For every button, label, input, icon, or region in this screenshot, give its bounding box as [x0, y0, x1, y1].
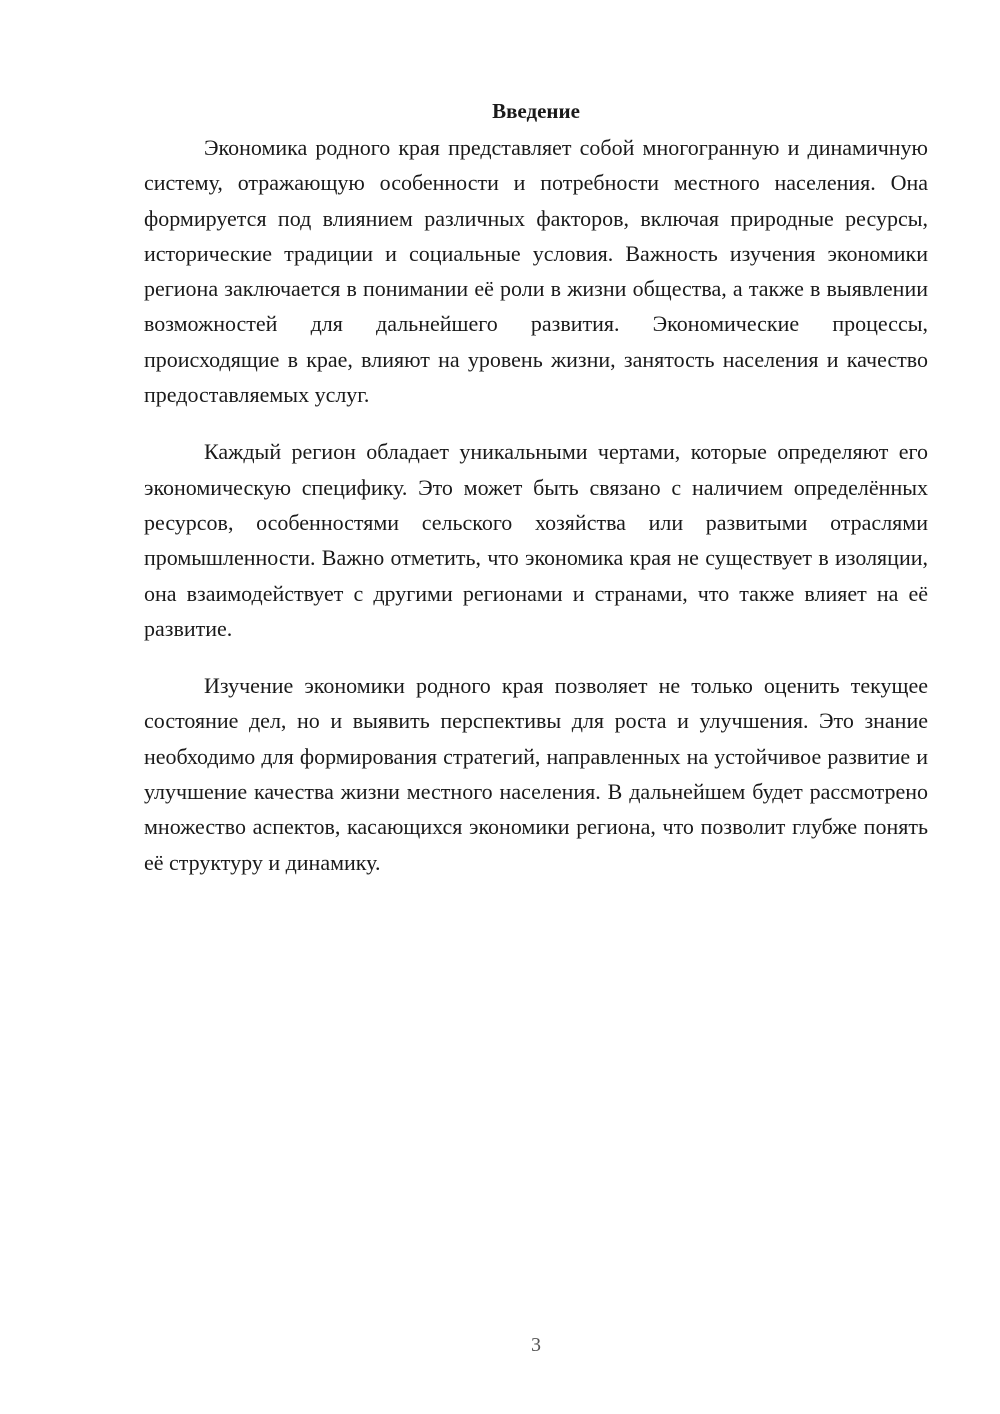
page-number: 3 [531, 1334, 541, 1356]
paragraph-2: Каждый регион обладает уникальными чертами, которые определяют его экономическую специфику. Это может быть связано с наличием определённых ресурсов, особенностями сельского хозяйства или развитыми отраслями промышленности. Важно отметить, что экономика края не существует в изоляции, она взаимодействует с другими регионами и странами, что также влияет на её развитие. [144, 439, 928, 641]
paragraph-1: Экономика родного края представляет собой многогранную и динамичную систему, отражающую особенности и потребности местного населения. Она формируется под влиянием различных факторов, включая природные ресурсы, исторические традиции и социальные условия. Важность изучения экономики региона заключается в понимании её роли в жизни общества, а также в выявлении возможностей для дальнейшего развития. Экономические процессы, происходящие в крае, влияют на уровень жизни, занятость населения и качество предоставляемых услуг. [144, 135, 928, 408]
page-content [144, 96, 928, 902]
paragraph-3: Изучение экономики родного края позволяет не только оценить текущее состояние дел, но и выявить перспективы для роста и улучшения. Это знание необходимо для формирования стратегий, направленных на устойчивое развитие и улучшение качества жизни местного населения. В дальнейшем будет рассмотрено множество аспектов, касающихся экономики региона, что позволит глубже понять её структуру и динамику. [144, 673, 928, 875]
section-heading: Введение [492, 99, 580, 123]
